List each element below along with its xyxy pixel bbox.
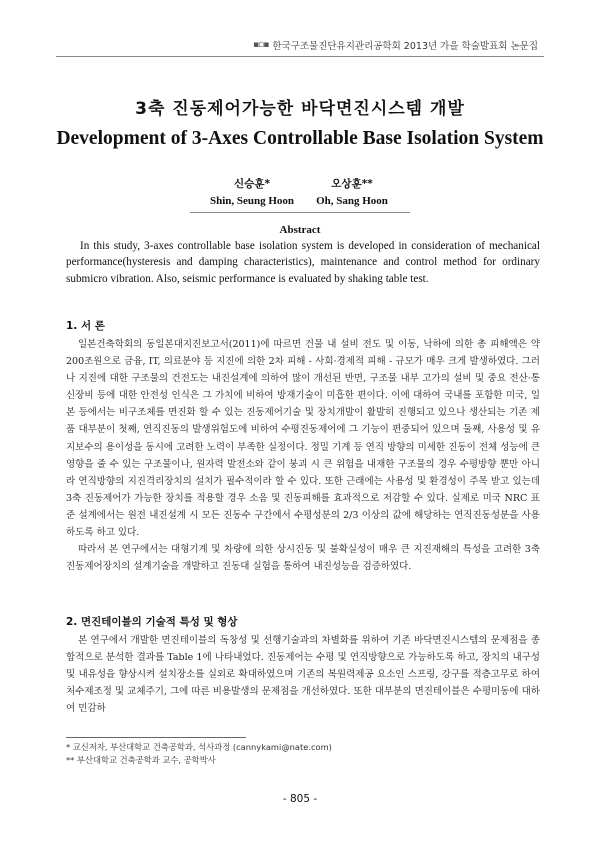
abstract-heading: Abstract [279,224,321,236]
running-header [253,38,538,52]
english-title: Development of 3-Axes Controllable Base Isolation System [56,128,544,149]
author-rule [190,212,410,213]
header-dots-icon: ▪▫▪ [253,40,269,50]
author-1-name-en: Shin, Seung Hoon [209,195,295,207]
page-number: - 805 - [282,793,318,805]
section-1-paragraph: 따라서 본 연구에서는 대형기계 및 차량에 의한 상시진동 및 불확실성이 매우 큰 지진재해의 특성을 고려한 3축 진동제어장치의 설계기술을 개발하고 진동대 실험을 통하여 내진성능을 검증하였다. [66,544,540,573]
section-2-paragraph: 본 연구에서 개발한 면진테이블의 독창성 및 선행기술과의 차별화를 위하여 기존 바닥면진시스템의 문제점을 종합적으로 분석한 결과를 Table 1에 나타내었다. 진동제어는 수평 및 연직방향으로 가능하도록 하고, 장치의 내구성 및 내유성을 향상시켜 설치장소를 실외로 확대하였으며 기존의 복원력제공 요소인 스프링, 강구를 적층고무로 하여 처수제조정 및 교체주기, 그에 따른 비용발생의 문제점을 개선하였다. 또한 대부분의 면진테이블은 수평미동에 대하여 민감하 [66,635,540,715]
section-1-paragraph: 일본건축학회의 동일본대지진보고서(2011)에 따르면 건물 내 설비 전도 및 이동, 낙하에 의한 총 피해액은 약 200조원으로 금융, IT, 의료분야 등 지진에 의한 2차 피해 - 사회·경제적 피해 - 규모가 매우 크게 발생하였다. 그러나 지진에 대한 구조물의 건전도는 내진설계에 의하여 많이 개선된 반면, 구조물 내부 고가의 설비 및 중요 전산·통신장비 등에 대한 안전성 인식은 그 가치에 비하여 방재기술이 미흡한 편이다. 이에 대하여 국내를 포함한 미국, 일본 등에서는 비구조체를 면진화 할 수 있는 진동제어기술 및 장치개발이 활발히 진행되고 있으나 생산되는 기존 제품 대부분이 첫째, 연직진동의 발생위험도에 비하여 수평진동제어에 그 기능이 편중되어 있으며 둘째, 사용성 및 유지보수의 용이성을 동시에 고려한 노력이 부족한 실정이다. 정밀 기계 등 연직 방향의 미세한 진동이 전체 성능에 큰 영향을 줄 수 있는 구조물이나, 원자력 발전소와 같이 붕괴 시 큰 위험을 내재한 구조물의 경우 수평방향 뿐만 아니라 연직방향의 지진격리장치의 설치가 필수적이라 할 수 있다. 또한 근래에는 사용성 및 환경성이 주목 받고 있는데 3축 진동제어가 가능한 장치를 적용할 경우 소음 및 진동피해를 효과적으로 저감할 수 있다. 실제로 미국 NRC 표준 설계에서는 원전 내진설계 시 모든 진동수 구간에서 수평성분의 2/3 이상의 값에 해당하는 연직진동성분을 사용하도록 하고 있다. [66,339,540,539]
section-2-body [66,632,540,717]
footnotes [66,741,540,767]
header-rule [56,56,544,57]
footnote-1: * 교신저자, 부산대학교 건축공학과, 석사과정 (cannykami@nate.com) [66,742,332,752]
section-1-body [66,336,540,575]
author-1-name-ko: 신승훈* [234,178,270,190]
journal-name: 한국구조물진단유지관리공학회 2013년 가을 학술발표회 논문집 [272,41,538,52]
footnote-rule [66,737,246,738]
korean-title: 3축 진동제어가능한 바닥면진시스템 개발 [135,99,465,119]
abstract-text: In this study, 3-axes controllable base isolation system is developed in consideration of mechanical performance(hysteresis and damping characteristics), maintenance and control method for ordinary submicro vibration. Also, seismic performance is evaluated by shaking table test. [66,240,540,285]
section-1-heading: 1. 서 론 [66,320,105,332]
author-2-name-ko: 오상훈** [331,178,373,190]
author-1 [202,176,302,210]
section-2-heading: 2. 면진테이블의 기술적 특성 및 형상 [66,616,238,628]
footnote-2: ** 부산대학교 건축공학과 교수, 공학박사 [66,755,216,765]
author-2-name-en: Oh, Sang Hoon [316,195,388,207]
author-2 [302,176,402,210]
